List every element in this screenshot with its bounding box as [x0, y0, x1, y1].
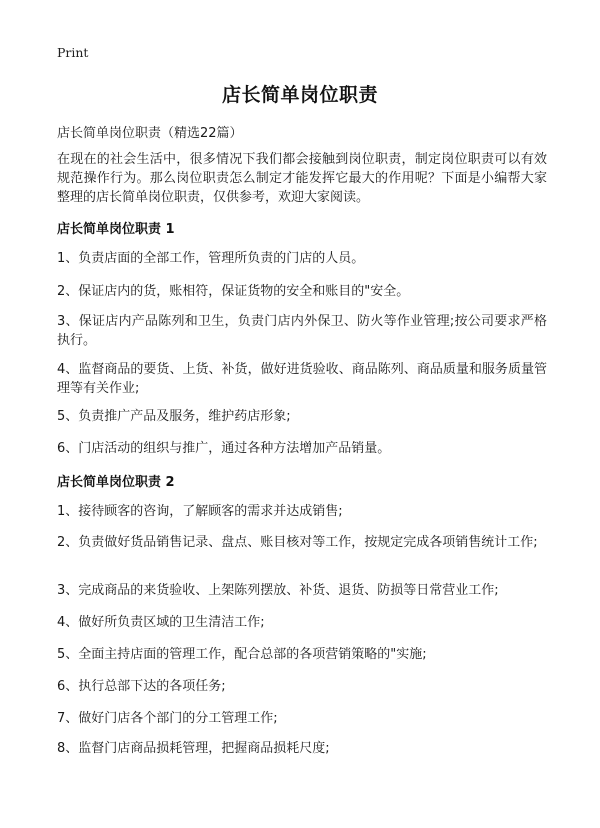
intro-paragraph: 在现在的社会生活中，很多情况下我们都会接触到岗位职责，制定岗位职责可以有效规范操作行为。那么岗位职责怎么制定才能发挥它最大的作用呢？下面是小编帮大家整理的店长简单岗位职责，仅供参考，欢迎大家阅读。 [57, 152, 547, 205]
list-item: 4、做好所负责区域的卫生清洁工作; [57, 615, 265, 630]
list-item: 1、负责店面的全部工作，管理所负责的门店的人员。 [57, 251, 365, 266]
section-heading-1: 店长简单岗位职责 1 [57, 222, 175, 237]
list-item: 3、保证店内产品陈列和卫生，负责门店内外保卫、防火等作业管理;按公司要求严格执行。 [57, 314, 547, 348]
list-item: 7、做好门店各个部门的分工管理工作; [57, 711, 278, 726]
section-heading-2: 店长简单岗位职责 2 [57, 475, 175, 490]
list-item: 6、门店活动的组织与推广，通过各种方法增加产品销量。 [57, 441, 391, 456]
list-item: 1、接待顾客的咨询，了解顾客的需求并达成销售; [57, 504, 343, 519]
list-item: 2、保证店内的货，账相符，保证货物的安全和账目的"安全。 [57, 284, 410, 299]
list-item: 4、监督商品的要货、上货、补货，做好进货验收、商品陈列、商品质量和服务质量管理等有关作业; [57, 362, 547, 396]
list-item: 3、完成商品的来货验收、上架陈列摆放、补货、退货、防损等日常营业工作; [57, 583, 499, 598]
print-label[interactable]: Print [57, 45, 89, 60]
list-item: 5、全面主持店面的管理工作，配合总部的各项营销策略的"实施; [57, 647, 427, 662]
list-item: 5、负责推广产品及服务，维护药店形象; [57, 409, 291, 424]
list-item: 6、执行总部下达的各项任务; [57, 679, 226, 694]
page-title: 店长简单岗位职责 [221, 84, 378, 106]
list-item: 8、监督门店商品损耗管理，把握商品损耗尺度; [57, 741, 330, 756]
document-subtitle: 店长简单岗位职责（精选22篇） [57, 126, 243, 141]
list-item: 2、负责做好货品销售记录、盘点、账目核对等工作，按规定完成各项销售统计工作; [57, 535, 538, 550]
